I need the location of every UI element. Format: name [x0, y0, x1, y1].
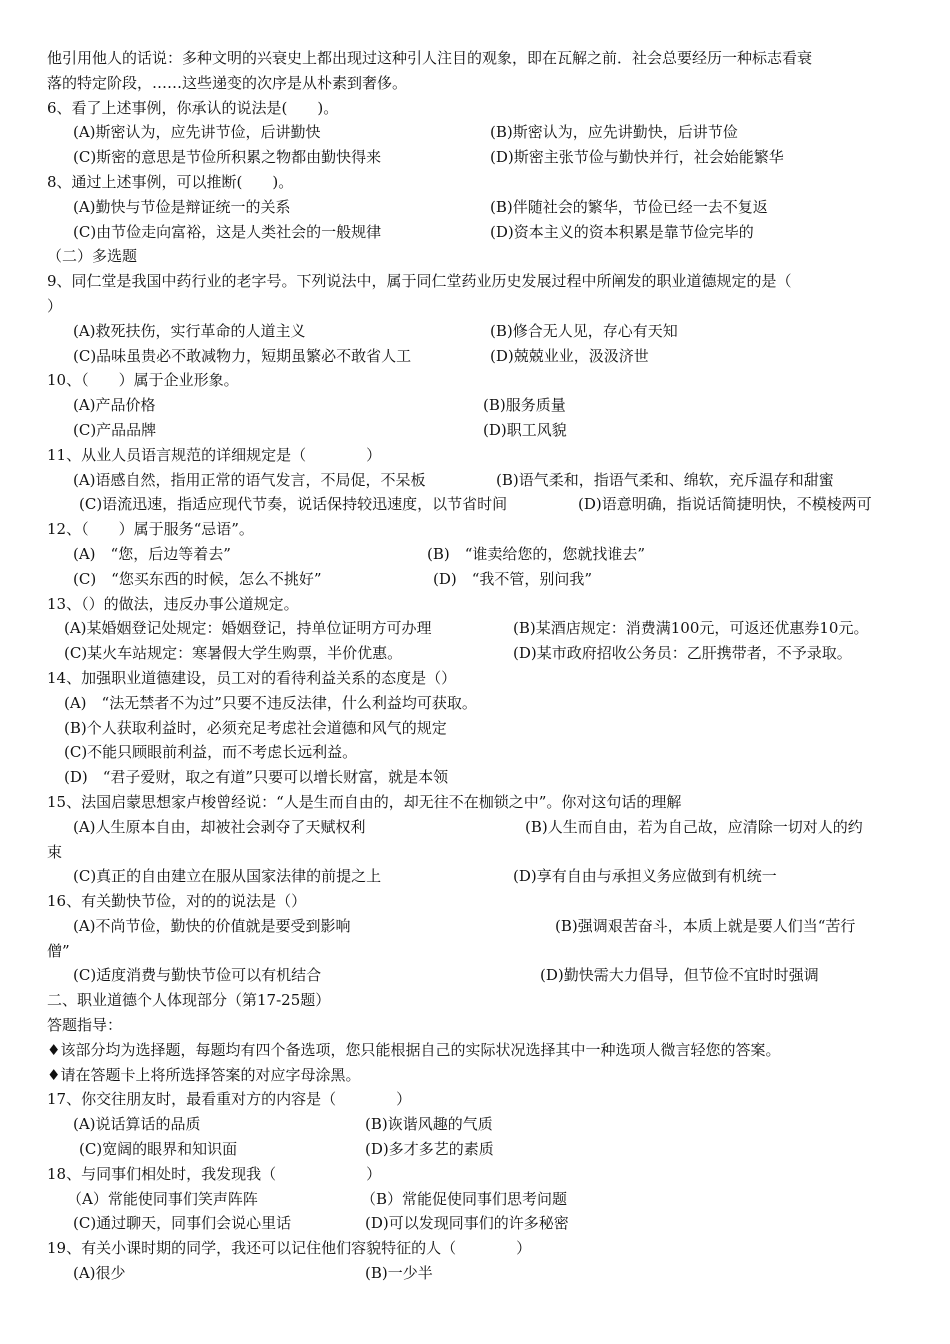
question-11-row-ab	[47, 468, 917, 493]
answer-guide-bullet-2: ♦请在答题卡上将所选择答案的对应字母涂黑。	[47, 1065, 361, 1084]
question-10-option-b[interactable]: (B)服务质量	[483, 396, 566, 415]
question-8-row-ab	[47, 195, 917, 220]
question-15-option-b[interactable]: (B)人生而自由，若为自己故，应清除一切对人的约	[525, 817, 863, 836]
question-6-row-cd	[47, 145, 917, 170]
question-18-stem: 18、与同事们相处时，我发现我（ ）	[47, 1164, 382, 1183]
question-12-row-cd	[47, 567, 917, 592]
question-17-stem: 17、你交往朋友时，最看重对方的内容是（ ）	[47, 1090, 412, 1109]
section-2-title: 二、职业道德个人体现部分（第17-25题）	[47, 991, 331, 1010]
question-17-row-ab	[47, 1112, 917, 1137]
question-6-option-b[interactable]: (B)斯密认为，应先讲勤快，后讲节俭	[490, 123, 738, 142]
intro-line-1: 他引用他人的话说：多种文明的兴衰史上都出现过这种引人注目的观象，即在瓦解之前．社会总要经历一种标志看衰	[47, 49, 813, 67]
question-13-stem: 13、（）的做法，违反办事公道规定。	[47, 594, 299, 613]
question-18-option-a[interactable]: （A）常能使同事们笑声阵阵	[67, 1189, 258, 1208]
question-10-option-c[interactable]: (C)产品品牌	[73, 420, 157, 439]
answer-guide-label: 答题指导：	[47, 1016, 123, 1035]
question-8-row-cd	[47, 220, 917, 245]
question-9-row-cd	[47, 344, 917, 369]
answer-guide-bullet-1: ♦该部分均为选择题，每题均有四个备选项，您只能根据自己的实际状况选择其中一种选项人微言轻您的答案。	[47, 1040, 781, 1059]
question-18-option-d[interactable]: (D)可以发现同事们的许多秘密	[365, 1214, 569, 1233]
question-15-option-b-cont: 束	[47, 842, 63, 861]
question-6-option-d[interactable]: (D)斯密主张节俭与勤快并行，社会始能繁华	[490, 148, 784, 167]
question-17-option-d[interactable]: (D)多才多艺的素质	[365, 1140, 494, 1159]
question-12-stem: 12、（ ）属于服务“忌语”。	[47, 520, 254, 539]
question-13-option-d[interactable]: (D)某市政府招收公务员：乙肝携带者，不予录取。	[513, 644, 852, 663]
question-16-option-b[interactable]: (B)强调艰苦奋斗，本质上就是要人们当“苦行	[555, 916, 856, 935]
question-11-option-a[interactable]: (A)语感自然，指用正常的语气发言，不局促，不呆板	[73, 470, 426, 489]
question-9-option-a[interactable]: (A)救死扶伤，实行革命的人道主义	[73, 321, 306, 340]
question-13-row-ab	[47, 616, 917, 641]
question-15-row-ab	[47, 815, 917, 840]
question-9-option-d[interactable]: (D)兢兢业业，汲汲济世	[490, 346, 649, 365]
question-11-option-b[interactable]: (B)语气柔和，指语气柔和、绵软，充斥温存和甜蜜	[496, 470, 834, 489]
question-15-option-d[interactable]: (D)享有自由与承担义务应做到有机统一	[513, 867, 777, 886]
question-16-option-d[interactable]: (D)勤快需大力倡导，但节俭不宜时时强调	[540, 966, 819, 985]
question-8-option-b[interactable]: (B)伴随社会的繁华，节俭已经一去不复返	[490, 197, 768, 216]
question-16-stem: 16、有关勤快节俭，对的的说法是（）	[47, 892, 307, 911]
question-14-option-d[interactable]: (D) “君子爱财，取之有道”只要可以增长财富，就是本领	[64, 768, 449, 787]
question-16-row-cd	[47, 963, 917, 988]
question-9-stem: 9、同仁堂是我国中药行业的老字号。下列说法中，属于同仁堂药业历史发展过程中所阐发的职业道德规定的是（	[47, 272, 792, 291]
question-17-option-b[interactable]: (B)诙谐风趣的气质	[365, 1115, 493, 1134]
question-6-stem: 6、看了上述事例，你承认的说法是( )。	[47, 98, 339, 117]
question-15-row-cd	[47, 864, 917, 889]
question-17-row-cd	[47, 1137, 917, 1162]
question-13-option-c[interactable]: (C)某火车站规定：寒暑假大学生购票，半价优惠。	[64, 644, 403, 663]
question-12-option-c[interactable]: (C) “您买东西的时候，怎么不挑好”	[73, 569, 322, 588]
question-10-option-d[interactable]: (D)职工风貌	[483, 420, 567, 439]
question-19-row-ab	[47, 1261, 917, 1286]
question-18-row-ab	[47, 1187, 917, 1212]
question-16-option-b-cont: 僧”	[47, 941, 70, 960]
question-9-option-b[interactable]: (B)修合无人见，存心有天知	[490, 321, 678, 340]
question-14-option-b[interactable]: (B)个人获取利益时，必须充足考虑社会道德和风气的规定	[64, 718, 447, 737]
section-multi-choice-heading: （二）多选题	[47, 247, 138, 266]
question-11-option-d[interactable]: (D)语意明确，指说话简捷明快，不模棱两可	[578, 495, 872, 514]
question-16-option-a[interactable]: (A)不尚节俭，勤快的价值就是要受到影响	[73, 916, 351, 935]
question-15-stem: 15、法国启蒙思想家卢梭曾经说：“人是生而自由的，却无往不在枷锁之中”。你对这句话的理解	[47, 792, 682, 811]
question-15-option-a[interactable]: (A)人生原本自由，却被社会剥夺了天赋权利	[73, 817, 366, 836]
question-11-option-c[interactable]: (C)语流迅速，指适应现代节奏，说话保持较迅速度，以节省时间	[79, 495, 508, 514]
question-13-option-b[interactable]: (B)某酒店规定：消费满100元，可返还优惠券10元。	[513, 619, 869, 638]
intro-line-2: 落的特定阶段，……这些递变的次序是从朴素到奢侈。	[47, 73, 408, 92]
question-14-stem: 14、加强职业道德建设，员工对的看待利益关系的态度是（）	[47, 668, 457, 687]
question-18-row-cd	[47, 1211, 917, 1236]
question-19-option-b[interactable]: (B)一少半	[365, 1264, 433, 1283]
question-6-option-c[interactable]: (C)斯密的意思是节俭所积累之物都由勤快得来	[73, 148, 382, 167]
question-17-option-c[interactable]: (C)宽阔的眼界和知识面	[79, 1140, 238, 1159]
question-14-option-a[interactable]: (A) “法无禁者不为过”只要不违反法律，什么利益均可获取。	[64, 693, 477, 712]
question-10-option-a[interactable]: (A)产品价格	[73, 396, 156, 415]
question-12-row-ab	[47, 542, 917, 567]
question-6-row-ab	[47, 120, 917, 145]
question-12-option-a[interactable]: (A) “您，后边等着去”	[73, 544, 231, 563]
question-8-option-d[interactable]: (D)资本主义的资本积累是靠节俭完毕的	[490, 222, 754, 241]
question-12-option-b[interactable]: (B) “谁卖给您的，您就找谁去”	[427, 544, 646, 563]
question-13-option-a[interactable]: (A)某婚姻登记处规定：婚姻登记，持单位证明方可办理	[64, 619, 432, 638]
question-14-option-c[interactable]: (C)不能只顾眼前利益，而不考虑长远利益。	[64, 743, 358, 762]
question-8-stem: 8、通过上述事例，可以推断( )。	[47, 172, 294, 191]
question-6-option-a[interactable]: (A)斯密认为，应先讲节俭，后讲勤快	[73, 123, 321, 142]
question-18-option-b[interactable]: （B）常能促使同事们思考问题	[361, 1189, 568, 1208]
question-9-row-ab	[47, 319, 917, 344]
question-10-stem: 10、（ ）属于企业形象。	[47, 371, 239, 390]
question-13-row-cd	[47, 641, 917, 666]
question-19-option-a[interactable]: (A)很少	[73, 1264, 126, 1283]
question-16-option-c[interactable]: (C)适度消费与勤快节俭可以有机结合	[73, 966, 322, 985]
question-12-option-d[interactable]: (D) “我不管，别问我”	[433, 569, 593, 588]
question-11-row-cd	[47, 492, 917, 517]
question-11-stem: 11、从业人员语言规范的详细规定是（ ）	[47, 445, 382, 464]
question-10-row-ab	[47, 393, 917, 418]
question-15-option-c[interactable]: (C)真正的自由建立在服从国家法律的前提之上	[73, 867, 382, 886]
question-10-row-cd	[47, 418, 917, 443]
question-18-option-c[interactable]: (C)通过聊天，同事们会说心里话	[73, 1214, 292, 1233]
question-8-option-a[interactable]: (A)勤快与节俭是辩证统一的关系	[73, 197, 291, 216]
question-16-row-ab	[47, 914, 917, 939]
question-9-stem-cont: ）	[47, 296, 63, 315]
question-8-option-c[interactable]: (C)由节俭走向富裕，这是人类社会的一般规律	[73, 222, 382, 241]
question-17-option-a[interactable]: (A)说话算话的品质	[73, 1115, 201, 1134]
question-19-stem: 19、有关小课时期的同学，我还可以记住他们容貌特征的人（ ）	[47, 1239, 532, 1258]
document-body	[47, 46, 917, 1286]
question-9-option-c[interactable]: (C)品味虽贵必不敢减物力，短期虽繁必不敢省人工	[73, 346, 412, 365]
